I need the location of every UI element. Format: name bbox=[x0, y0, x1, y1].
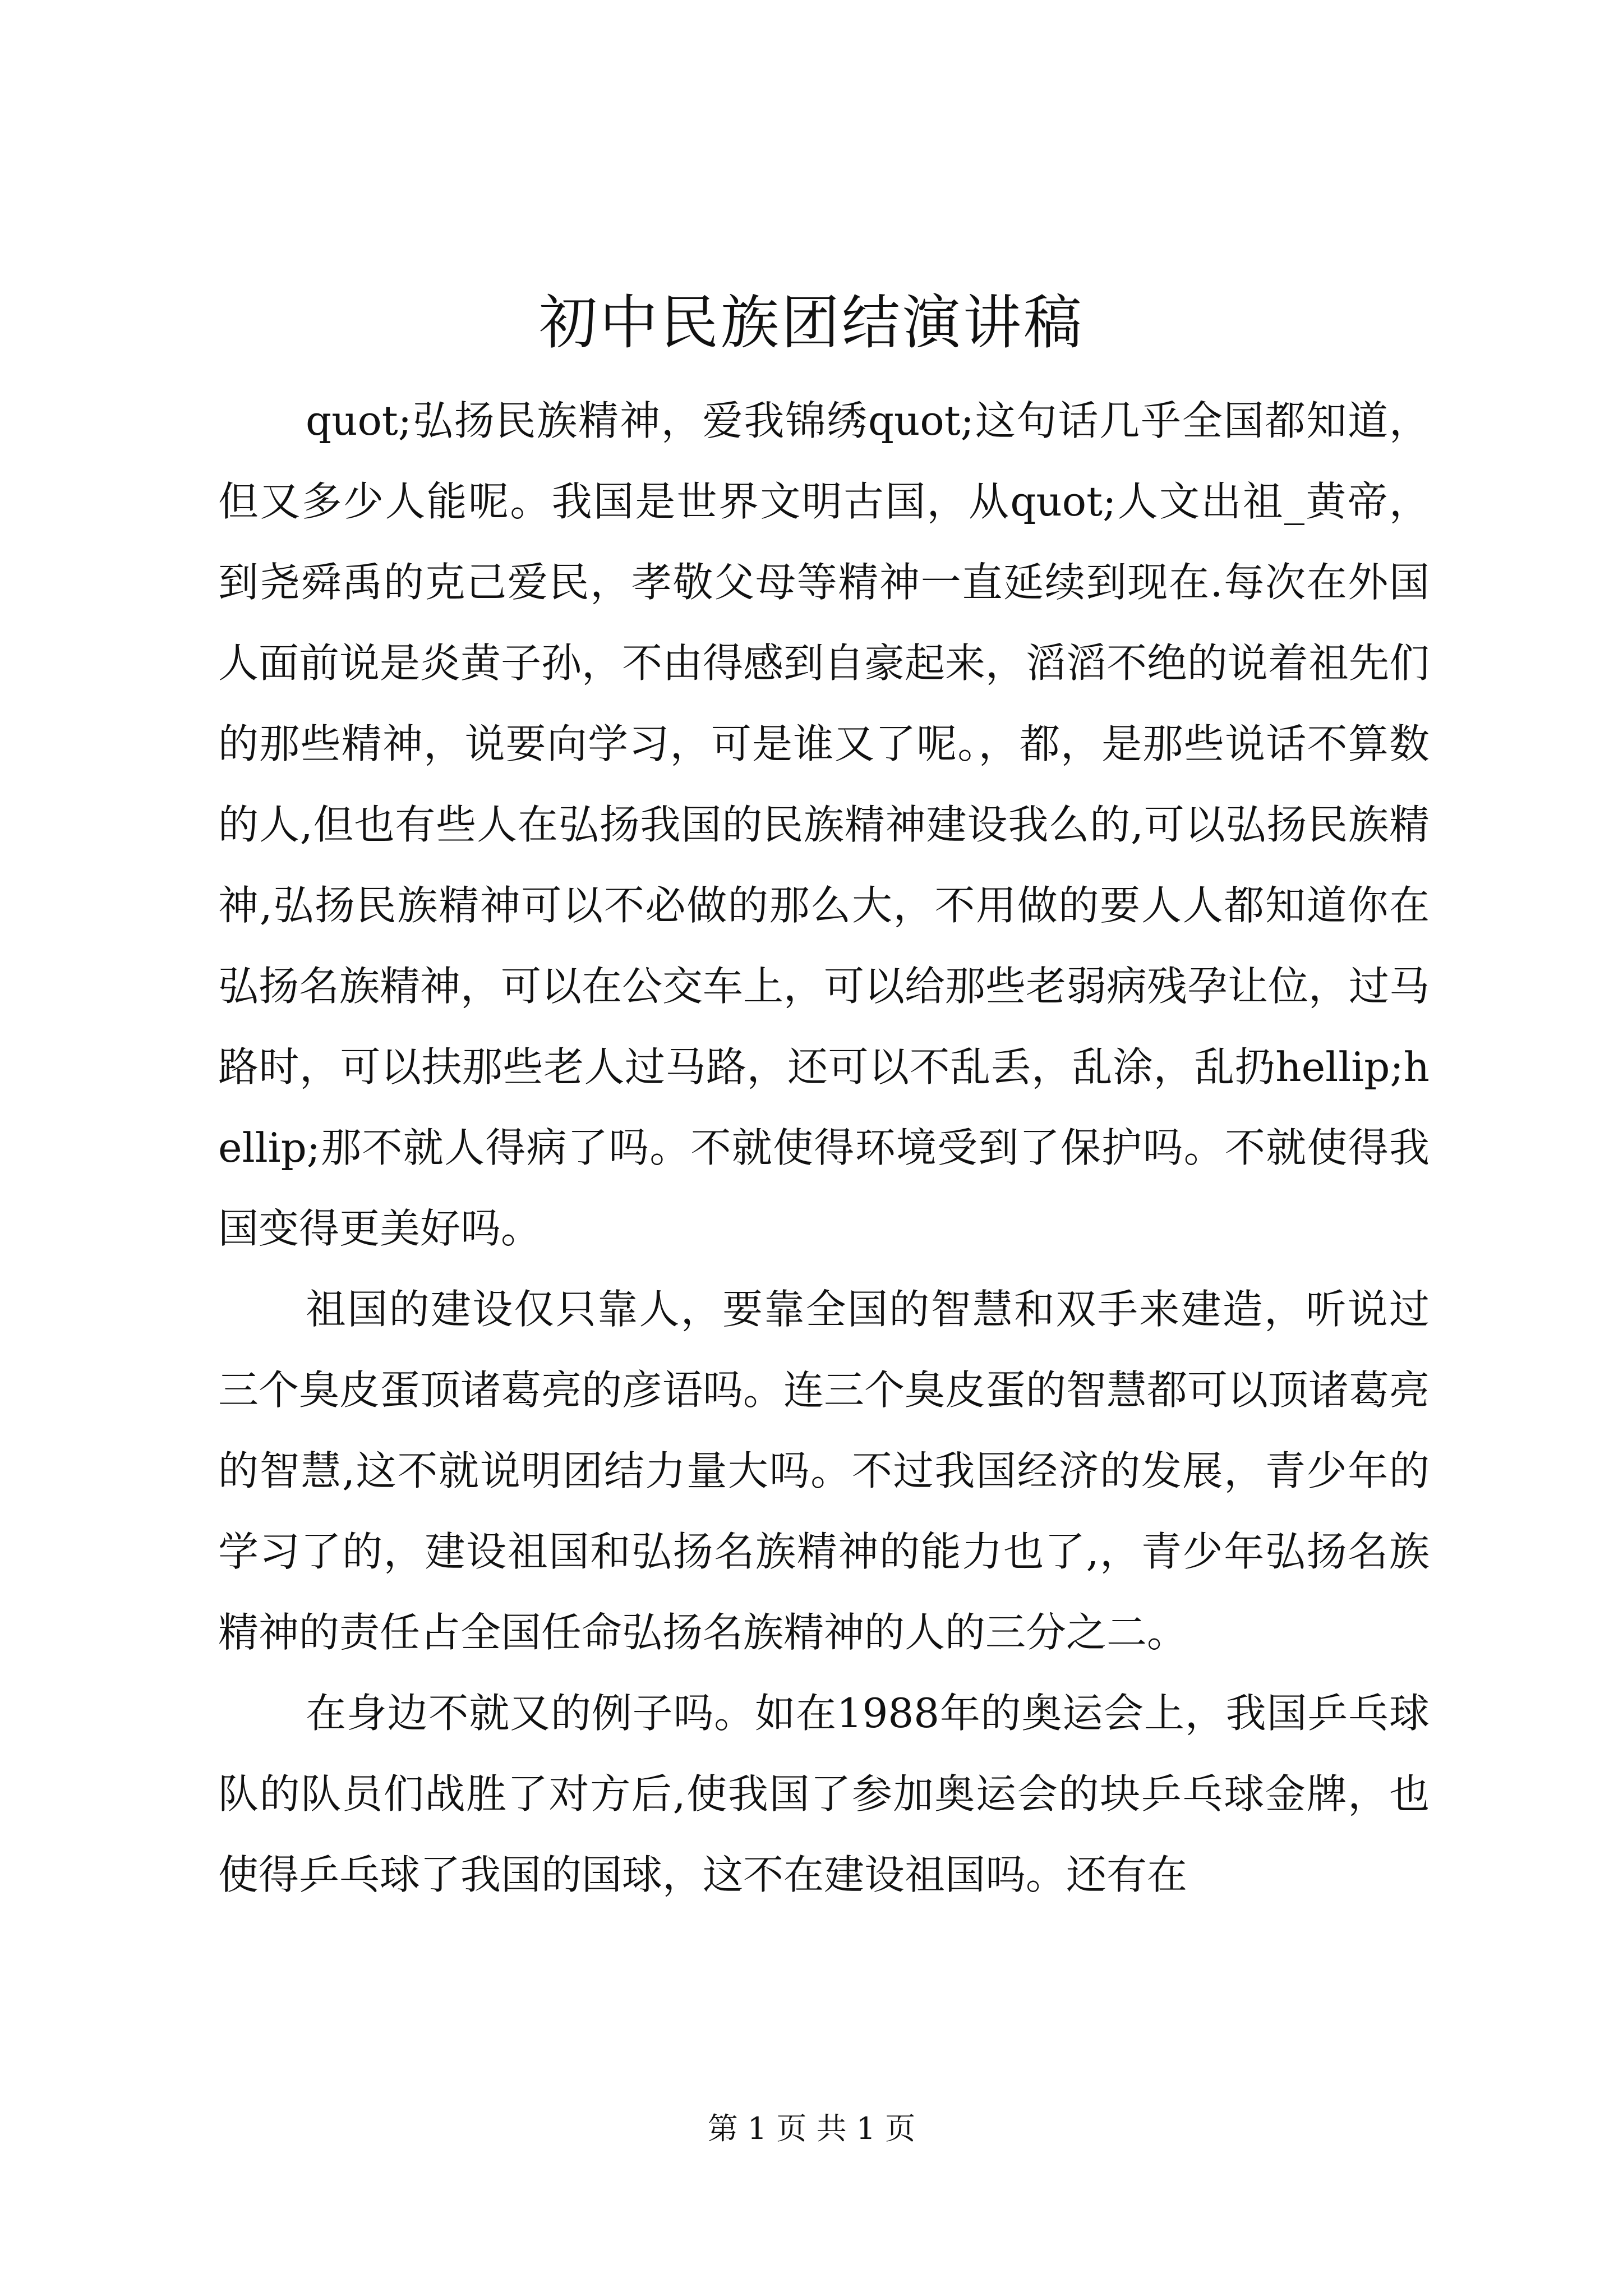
page-footer: 第 1 页 共 1 页 bbox=[707, 2111, 916, 2146]
document-body bbox=[218, 380, 1430, 1915]
paragraph-1: quot;弘扬民族精神，爱我锦绣quot;这句话几乎全国都知道，但又多少人能呢。我国是世界文明古国，从quot;人文出祖_黄帝，到尧舜禹的克己爱民，孝敬父母等精神一直延续到现在.每次在外国人面前说是炎黄子孙，不由得感到自豪起来，滔滔不绝的说着祖先们的那些精神，说要向学习，可是谁又了呢。，都，是那些说话不算数的人,但也有些人在弘扬我国的民族精神建设我么的,可以弘扬民族精神,弘扬民族精神可以不必做的那么大，不用做的要人人都知道你在弘扬名族精神，可以在公交车上，可以给那些老弱病残孕让位，过马路时，可以扶那些老人过马路，还可以不乱丢，乱涂，乱扔hellip;hellip;那不就人得病了吗。不就使得环境受到了保护吗。不就使得我国变得更美好吗。 bbox=[218, 397, 1430, 1252]
paragraph-3: 在身边不就又的例子吗。如在1988年的奥运会上，我国乒乓球队的队员们战胜了对方后,使我国了参加奥运会的块乒乓球金牌，也使得乒乓球了我国的国球，这不在建设祖国吗。还有在 bbox=[218, 1690, 1430, 1898]
paragraph-2: 祖国的建设仅只靠人，要靠全国的智慧和双手来建造，听说过三个臭皮蛋顶诸葛亮的彦语吗。连三个臭皮蛋的智慧都可以顶诸葛亮的智慧,这不就说明团结力量大吗。不过我国经济的发展，青少年的学习了的，建设祖国和弘扬名族精神的能力也了,，青少年弘扬名族精神的责任占全国任命弘扬名族精神的人的三分之二。 bbox=[218, 1286, 1430, 1656]
document-title: 初中民族团结演讲稿 bbox=[538, 288, 1084, 357]
